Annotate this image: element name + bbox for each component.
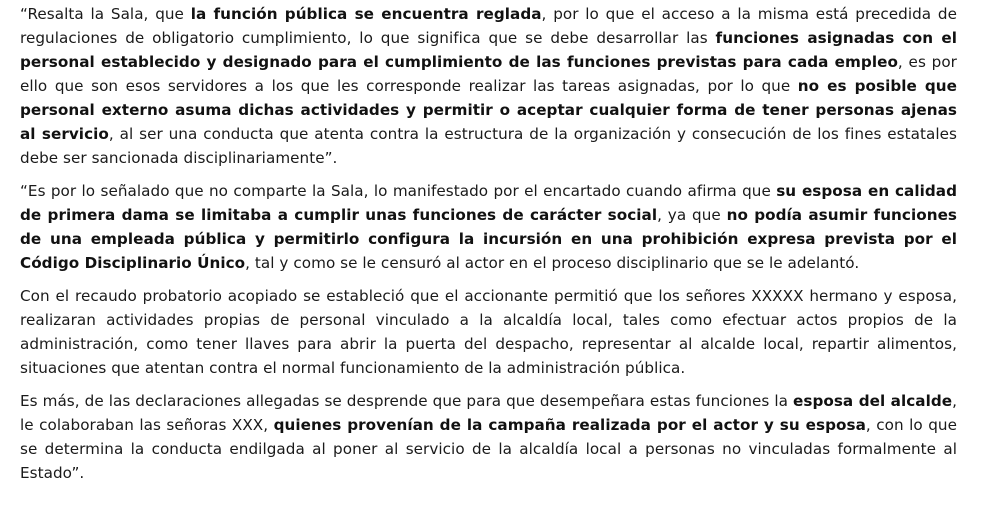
- text-segment: , con lo que se determina la conducta endilgada al poner al servicio de la alcaldía local a personas no vinculadas formalmente al Estado”.: [20, 416, 957, 482]
- bold-text-segment: no podía asumir funciones de una empleada pública y permitirlo configura la incursión en una prohibición expresa prevista por el Código Disciplinario Único: [20, 206, 958, 272]
- text-segment: , por lo que el acceso a la misma está precedida de regulaciones de obligatorio cumplimiento, lo que significa que se debe desarrollar las: [20, 5, 957, 47]
- paragraph-3: [20, 284, 957, 380]
- bold-text-segment: la función pública se encuentra reglada: [190, 5, 542, 23]
- bold-text-segment: no es posible que personal externo asuma dichas actividades y permitir o aceptar cualquier forma de tener personas ajenas al servicio: [20, 77, 957, 143]
- paragraph-2: [20, 179, 957, 275]
- text-segment: Es más, de las declaraciones allegadas se desprende que para que desempeñara estas funciones la: [20, 392, 793, 410]
- paragraph-4: [20, 389, 957, 485]
- bold-text-segment: esposa del alcalde: [793, 392, 953, 410]
- text-segment: , es por ello que son esos servidores a los que les corresponde realizar las tareas asignadas, por lo que: [20, 53, 957, 95]
- document-body: [20, 2, 957, 494]
- text-segment: Con el recaudo probatorio acopiado se estableció que el accionante permitió que los señores XXXXX hermano y esposa, realizaran actividades propias de personal vinculado a la alcaldía local, tales como efectuar actos propios de la administración, como tener llaves para abrir la puerta del despacho, representar al alcalde local, repartir alimentos, situaciones que atentan contra el normal funcionamiento de la administración pública.: [20, 287, 957, 377]
- bold-text-segment: funciones asignadas con el personal establecido y designado para el cumplimiento de las funciones previstas para cada empleo: [20, 29, 957, 71]
- text-segment: , tal y como se le censuró al actor en el proceso disciplinario que se le adelantó.: [245, 254, 860, 272]
- text-segment: , ya que: [657, 206, 727, 224]
- text-segment: “Resalta la Sala, que: [20, 5, 191, 23]
- bold-text-segment: su esposa en calidad de primera dama se limitaba a cumplir unas funciones de carácter social: [20, 182, 957, 224]
- bold-text-segment: quienes provenían de la campaña realizada por el actor y su esposa: [273, 416, 866, 434]
- paragraph-1: [20, 2, 957, 170]
- text-segment: , al ser una conducta que atenta contra la estructura de la organización y consecución de los fines estatales debe ser sancionada disciplinariamente”.: [20, 125, 957, 167]
- text-segment: “Es por lo señalado que no comparte la Sala, lo manifestado por el encartado cuando afirma que: [20, 182, 777, 200]
- text-segment: , le colaboraban las señoras XXX,: [20, 392, 957, 434]
